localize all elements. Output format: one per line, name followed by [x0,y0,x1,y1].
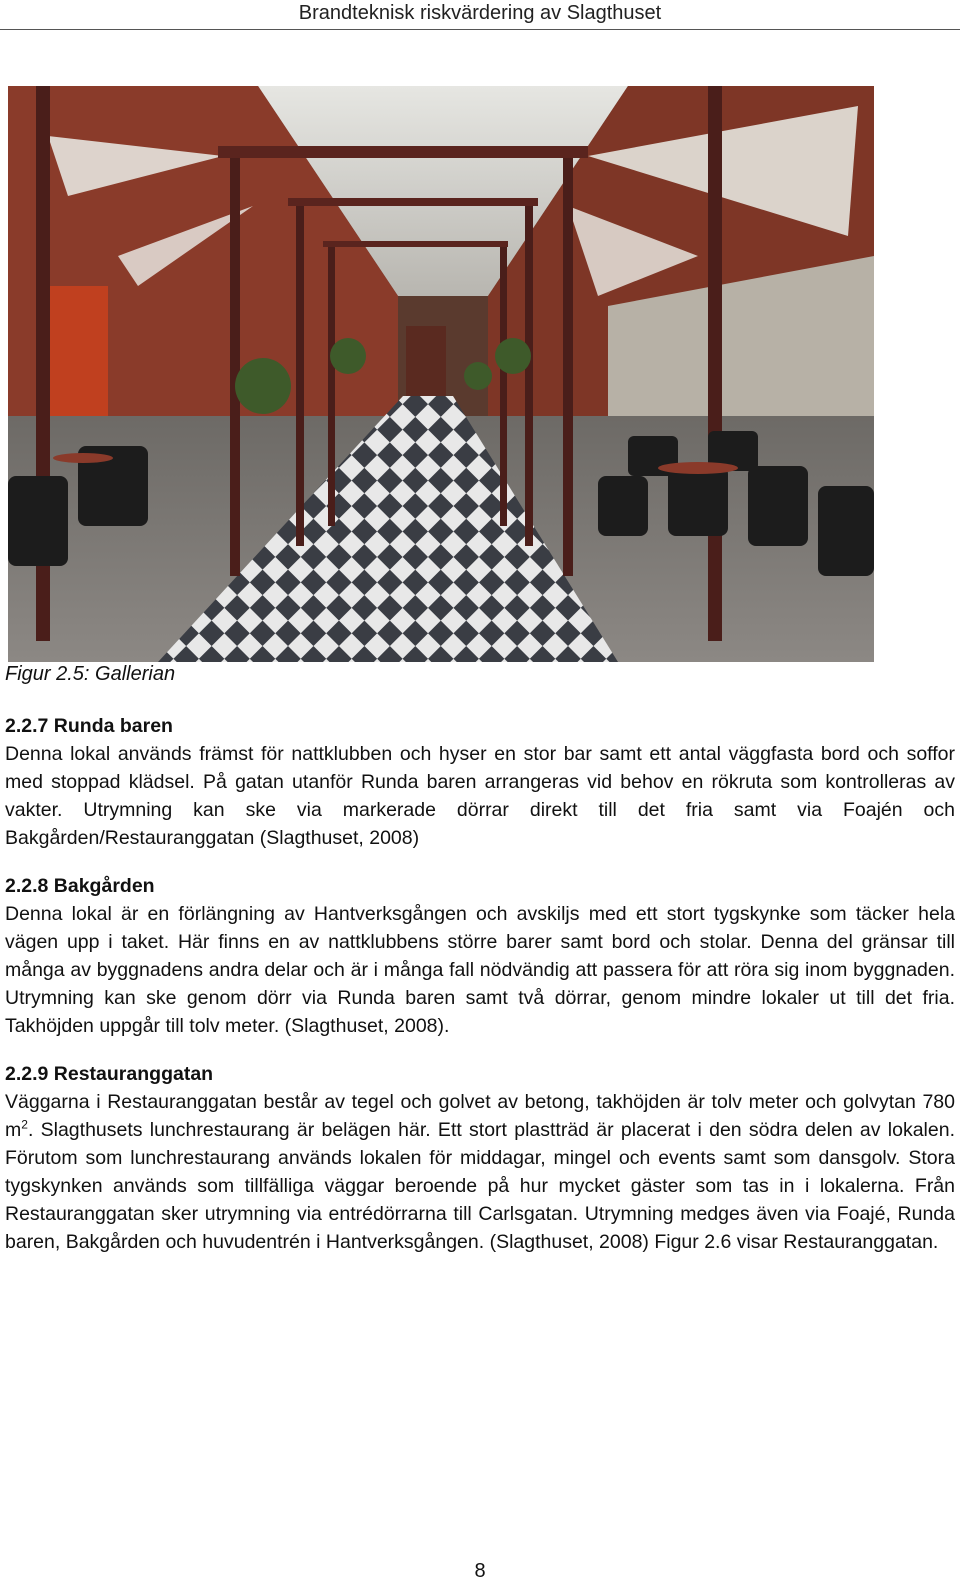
section-restauranggatan [5,1060,955,1256]
section-paragraph [5,1088,955,1256]
figure-caption: Figur 2.5: Gallerian [5,663,176,685]
paragraph-text-part: Väggarna i Restauranggatan består av tegel och golvet av betong, takhöjden är tolv meter och golvytan 780 m [5,1091,955,1141]
gallery-photo-illustration [8,86,874,662]
superscript: 2 [21,1117,28,1132]
section-heading: 2.2.7 Runda baren [5,715,173,737]
section-bakgarden [5,872,955,1040]
section-paragraph: Denna lokal är en förlängning av Hantverksgången och avskiljs med ett stort tygskynke som täcker hela vägen upp i taket. Här finns en av nattklubbens större barer samt bord och stolar. Denna del gränsar till många av byggnadens andra delar och är i många fall nödvändig att passera för att röra sig inom byggnaden. Utrymning kan ske genom dörr via Runda baren samt två dörrar, genom mindre lokaler ut till det fria. Takhöjden uppgår till tolv meter. (Slagthuset, 2008). [5,903,955,1037]
header-title: Brandteknisk riskvärdering av Slagthuset [298,2,662,24]
page-number: 8 [474,1560,486,1582]
page-header [0,0,960,30]
section-paragraph: Denna lokal används främst för nattklubben och hyser en stor bar samt ett antal väggfasta bord och soffor med stoppad klädsel. På gatan utanför Runda baren arrangeras vid behov en rökruta som kontrolleras av vakter. Utrymning kan ske via markerade dörrar direkt till det fria samt via Foajén och Bakgården/Restauranggatan (Slagthuset, 2008) [5,743,955,849]
section-heading: 2.2.8 Bakgården [5,875,155,897]
body-text [5,712,955,1276]
gallery-photo [8,86,874,662]
section-heading: 2.2.9 Restauranggatan [5,1063,214,1085]
paragraph-text-part: . Slagthusets lunchrestaurang är belägen här. Ett stort plastträd är placerat i den södra delen av lokalen. Förutom som lunchrestaurang används lokalen för middagar, mingel och events samt som dansgolv. Stora tygskynken används som tillfälliga väggar beroende på hur mycket gäster som tas in i lokalerna. Från Restauranggatan sker utrymning via entrédörrarna till Carlsgatan. Utrymning medges även via Foajé, Runda baren, Bakgården och huvudentrén i Hantverksgången. (Slagthuset, 2008) Figur 2.6 visar Restauranggatan. [5,1119,955,1253]
section-runda-baren [5,712,955,852]
